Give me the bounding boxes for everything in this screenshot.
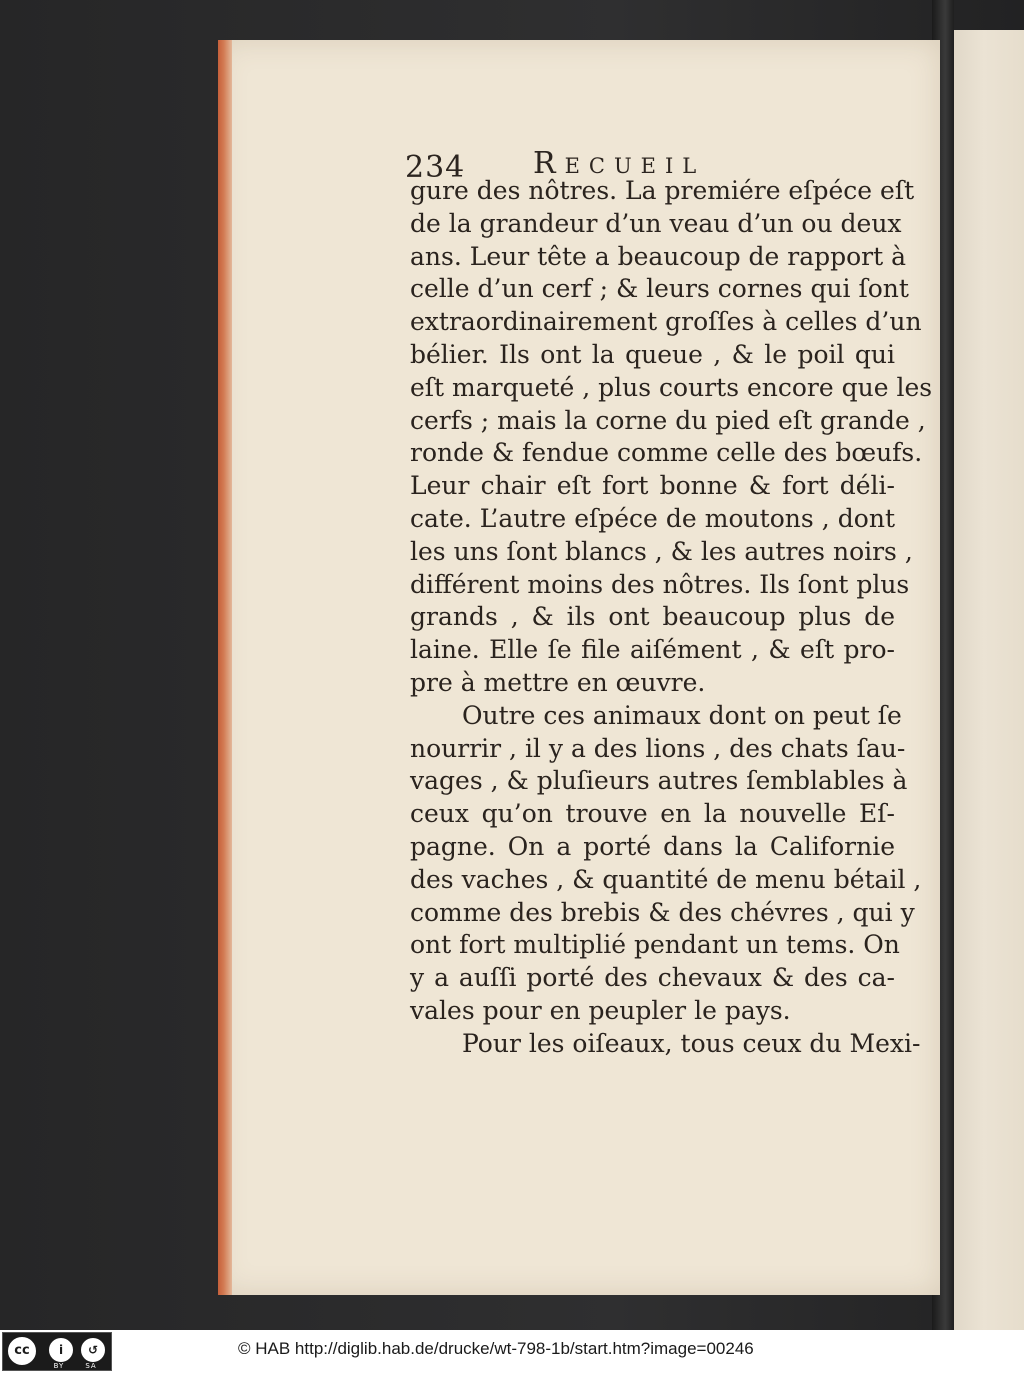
text-line: ronde & fendue comme celle des bœufs.: [410, 438, 923, 468]
text-line: vages , & pluſieurs autres ſemblables à: [410, 766, 908, 796]
running-title: Recueil: [533, 146, 706, 181]
by-label: BY: [53, 1362, 65, 1370]
page-body-text: [410, 175, 933, 1061]
text-line: cerfs ; mais la corne du pied eſt grande ,: [410, 405, 926, 435]
by-icon: i: [47, 1336, 75, 1364]
text-line: Leur chair eſt fort bonne & fort déli-: [410, 471, 895, 501]
text-line: ceux qu’on trouve en la nouvelle Eſ-: [410, 799, 895, 829]
text-line: pagne. On a porté dans la Californie: [410, 831, 895, 861]
text-line: celle d’un cerf ; & leurs cornes qui ſont: [410, 274, 909, 304]
text-line: des vaches , & quantité de menu bétail ,: [410, 864, 922, 894]
text-line: Outre ces animaux dont on peut ſe: [462, 700, 902, 730]
text-line: comme des brebis & des chévres , qui y: [410, 897, 915, 927]
text-line: extraordinairement groſſes à celles d’un: [410, 307, 922, 337]
page-number: 234: [405, 150, 466, 185]
page-footer: [0, 1330, 1024, 1373]
text-line: laine. Elle ſe file aiſément , & eſt pro-: [410, 635, 895, 665]
text-line: Pour les oiſeaux, tous ceux du Mexi-: [462, 1028, 921, 1058]
text-line: nourrir , il y a des lions , des chats ſau-: [410, 733, 906, 763]
text-line: de la grandeur d’un veau d’un ou deux: [410, 208, 902, 238]
text-line: différent moins des nôtres. Ils ſont plus: [410, 569, 910, 599]
text-line: les uns ſont blancs , & les autres noirs ,: [410, 536, 913, 566]
text-line: vales pour en peupler le pays.: [410, 995, 791, 1025]
license-labels: [43, 1362, 109, 1370]
text-line: y a auſſi porté des chevaux & des ca-: [410, 963, 895, 993]
cc-icon: cc: [6, 1335, 38, 1367]
text-line: pre à mettre en œuvre.: [410, 667, 706, 697]
text-line: bélier. Ils ont la queue , & le poil qui: [410, 339, 895, 369]
text-line: ans. Leur tête a beaucoup de rapport à: [410, 241, 907, 271]
sa-label: SA: [85, 1362, 97, 1370]
text-line: eſt marqueté , plus courts encore que les: [410, 372, 933, 402]
text-line: ont fort multiplié pendant un tems. On: [410, 930, 900, 960]
source-credit: © HAB http://diglib.hab.de/drucke/wt-798-1b/start.htm?image=00246: [238, 1339, 754, 1358]
facing-page-edge: [944, 30, 1024, 1330]
text-line: cate. L’autre eſpéce de moutons , dont: [410, 503, 895, 533]
license-badge[interactable]: [2, 1332, 112, 1371]
red-page-edge: [218, 40, 232, 1295]
text-line: grands , & ils ont beaucoup plus de: [410, 602, 895, 632]
sa-icon: ↺: [79, 1336, 107, 1364]
text-line: gure des nôtres. La premiére eſpéce eſt: [410, 176, 915, 205]
